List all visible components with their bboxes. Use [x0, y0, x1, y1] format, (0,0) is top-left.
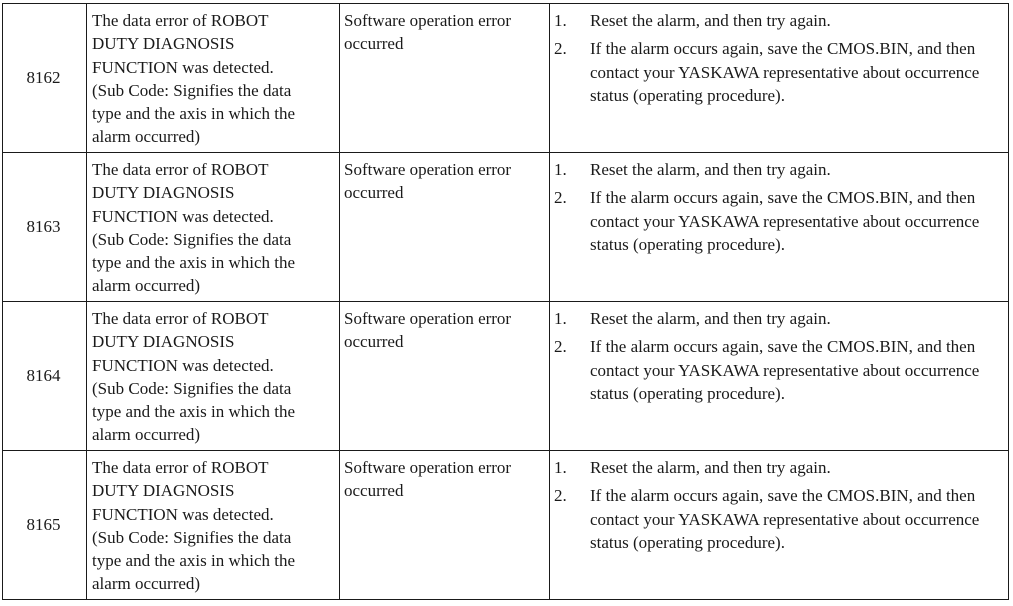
remedy-step: [550, 158, 1008, 181]
remedy-step-text: status (operating procedure).: [590, 234, 785, 254]
remedy-step-number: 2.: [554, 337, 567, 357]
alarm-message-line: The data error of ROBOT: [92, 458, 269, 477]
remedy-step: [550, 484, 1008, 554]
remedy-step: [550, 456, 1008, 479]
alarm-cause-line: occurred: [344, 183, 404, 203]
alarm-code-cell: [3, 451, 87, 600]
remedy-step-text: If the alarm occurs again, save the CMOS.BIN, and then: [590, 337, 976, 357]
remedy-step-number: 2.: [554, 188, 567, 208]
alarm-table-body: [3, 4, 1009, 600]
alarm-remedy-cell: [550, 302, 1009, 451]
alarm-message-cell: [87, 451, 340, 600]
remedy-step-text: status (operating procedure).: [590, 85, 785, 105]
remedy-step-text: status (operating procedure).: [590, 532, 785, 552]
alarm-cause-cell: [340, 4, 550, 153]
alarm-message-line: type and the axis in which the: [92, 104, 296, 124]
remedy-step: [550, 335, 1008, 405]
remedy-step-text: If the alarm occurs again, save the CMOS.BIN, and then: [590, 39, 976, 59]
alarm-message-line: (Sub Code: Signifies the data: [92, 527, 292, 547]
remedy-step-text: Reset the alarm, and then try again.: [590, 458, 831, 477]
alarm-code: 8165: [26, 515, 61, 535]
remedy-step-text: Reset the alarm, and then try again.: [590, 11, 831, 30]
alarm-message-line: FUNCTION was detected.: [92, 355, 274, 375]
alarm-cause-line: occurred: [344, 332, 404, 352]
alarm-message-line: (Sub Code: Signifies the data: [92, 80, 292, 100]
alarm-message-line: FUNCTION was detected.: [92, 57, 274, 77]
alarm-code: 8164: [26, 366, 61, 386]
alarm-code: 8162: [26, 68, 61, 88]
remedy-step-number: 2.: [554, 486, 567, 506]
remedy-step-text: contact your YASKAWA representative about occurrence: [590, 360, 980, 380]
remedy-step-text: contact your YASKAWA representative about occurrence: [590, 211, 980, 231]
remedy-step-text: If the alarm occurs again, save the CMOS.BIN, and then: [590, 188, 976, 208]
remedy-step-text: Reset the alarm, and then try again.: [590, 309, 831, 328]
alarm-remedy-cell: [550, 153, 1009, 302]
remedy-step-number: 1.: [554, 160, 567, 179]
remedy-step-number: 1.: [554, 458, 567, 477]
alarm-message-cell: [87, 153, 340, 302]
alarm-message-line: type and the axis in which the: [92, 253, 296, 273]
alarm-message-line: alarm occurred): [92, 127, 201, 147]
remedy-step-text: contact your YASKAWA representative about occurrence: [590, 509, 980, 529]
alarm-table: [2, 3, 1009, 600]
table-row: [3, 153, 1009, 302]
alarm-message-line: DUTY DIAGNOSIS: [92, 481, 235, 501]
alarm-message-line: The data error of ROBOT: [92, 11, 269, 30]
alarm-message-line: alarm occurred): [92, 276, 201, 296]
alarm-message-cell: [87, 302, 340, 451]
remedy-step-number: 1.: [554, 309, 567, 328]
alarm-cause-line: occurred: [344, 481, 404, 501]
alarm-cause-line: Software operation error: [344, 309, 512, 328]
alarm-code-cell: [3, 4, 87, 153]
remedy-step-text: Reset the alarm, and then try again.: [590, 160, 831, 179]
alarm-message-line: (Sub Code: Signifies the data: [92, 229, 292, 249]
alarm-message-line: type and the axis in which the: [92, 402, 296, 422]
alarm-message-line: The data error of ROBOT: [92, 160, 269, 179]
alarm-cause-cell: [340, 451, 550, 600]
alarm-cause-line: Software operation error: [344, 160, 512, 179]
table-row: [3, 4, 1009, 153]
remedy-step-text: contact your YASKAWA representative about occurrence: [590, 62, 980, 82]
alarm-cause-line: Software operation error: [344, 458, 512, 477]
alarm-message-line: DUTY DIAGNOSIS: [92, 34, 235, 54]
remedy-step-number: 1.: [554, 11, 567, 30]
alarm-message-cell: [87, 4, 340, 153]
remedy-step-text: If the alarm occurs again, save the CMOS.BIN, and then: [590, 486, 976, 506]
remedy-step: [550, 9, 1008, 32]
alarm-cause-cell: [340, 302, 550, 451]
alarm-remedy-cell: [550, 451, 1009, 600]
remedy-step-number: 2.: [554, 39, 567, 59]
alarm-code-cell: [3, 302, 87, 451]
alarm-remedy-cell: [550, 4, 1009, 153]
alarm-cause-line: Software operation error: [344, 11, 512, 30]
table-row: [3, 302, 1009, 451]
alarm-message-line: DUTY DIAGNOSIS: [92, 332, 235, 352]
alarm-message-line: alarm occurred): [92, 574, 201, 594]
remedy-step-text: status (operating procedure).: [590, 383, 785, 403]
alarm-message-line: FUNCTION was detected.: [92, 504, 274, 524]
alarm-cause-line: occurred: [344, 34, 404, 54]
alarm-message-line: DUTY DIAGNOSIS: [92, 183, 235, 203]
remedy-step: [550, 186, 1008, 256]
alarm-message-line: FUNCTION was detected.: [92, 206, 274, 226]
alarm-message-line: type and the axis in which the: [92, 551, 296, 571]
remedy-step: [550, 307, 1008, 330]
alarm-message-line: The data error of ROBOT: [92, 309, 269, 328]
table-row: [3, 451, 1009, 600]
alarm-code-cell: [3, 153, 87, 302]
alarm-message-line: (Sub Code: Signifies the data: [92, 378, 292, 398]
alarm-cause-cell: [340, 153, 550, 302]
remedy-step: [550, 37, 1008, 107]
alarm-code: 8163: [26, 217, 61, 237]
alarm-message-line: alarm occurred): [92, 425, 201, 445]
